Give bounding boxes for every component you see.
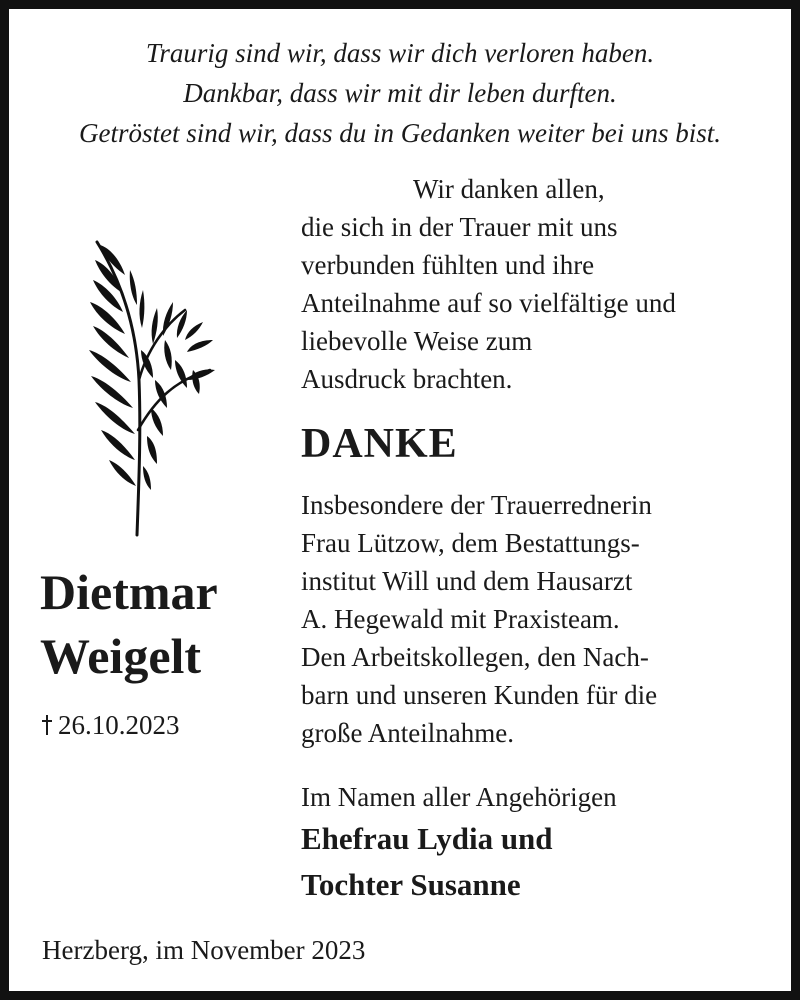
family-intro: Im Namen aller Angehörigen bbox=[301, 782, 617, 812]
thanks-line: Anteilnahme auf so vielfältige und bbox=[301, 288, 676, 318]
deceased-first-name: Dietmar bbox=[40, 564, 218, 620]
family-signature bbox=[301, 778, 617, 908]
intro-verse bbox=[9, 33, 791, 153]
special-line: Den Arbeitskollegen, den Nach- bbox=[301, 642, 649, 672]
cross-icon bbox=[42, 715, 52, 735]
special-line: Insbesondere der Trauerrednerin bbox=[301, 490, 652, 520]
death-date-line bbox=[42, 710, 180, 741]
special-line: A. Hegewald mit Praxisteam. bbox=[301, 604, 620, 634]
thanks-line: Ausdruck brachten. bbox=[301, 364, 513, 394]
family-line-daughter: Tochter Susanne bbox=[301, 867, 521, 902]
special-line: große Anteilnahme. bbox=[301, 718, 514, 748]
special-thanks-paragraph bbox=[301, 486, 657, 752]
deceased-last-name: Weigelt bbox=[40, 628, 202, 684]
deceased-name bbox=[40, 560, 218, 688]
thanks-line: die sich in der Trauer mit uns bbox=[301, 212, 618, 242]
palm-frond-icon bbox=[75, 230, 225, 550]
family-line-wife: Ehefrau Lydia und bbox=[301, 821, 553, 856]
death-date: 26.10.2023 bbox=[58, 710, 180, 740]
thanks-line: verbunden fühlten und ihre bbox=[301, 250, 595, 280]
thanks-line: liebevolle Weise zum bbox=[301, 326, 533, 356]
special-line: institut Will und dem Hausarzt bbox=[301, 566, 633, 596]
intro-line: Traurig sind wir, dass wir dich verloren haben. bbox=[145, 38, 655, 68]
thanks-line: Wir danken allen, bbox=[413, 174, 605, 204]
thanks-paragraph bbox=[301, 170, 676, 398]
special-line: barn und unseren Kunden für die bbox=[301, 680, 658, 710]
special-line: Frau Lützow, dem Bestattungs- bbox=[301, 528, 640, 558]
intro-line: Dankbar, dass wir mit dir leben durften. bbox=[183, 78, 617, 108]
danke-heading: DANKE bbox=[301, 421, 458, 467]
place-date: Herzberg, im November 2023 bbox=[42, 935, 366, 965]
intro-line: Getröstet sind wir, dass du in Gedanken weiter bei uns bist. bbox=[79, 118, 721, 148]
